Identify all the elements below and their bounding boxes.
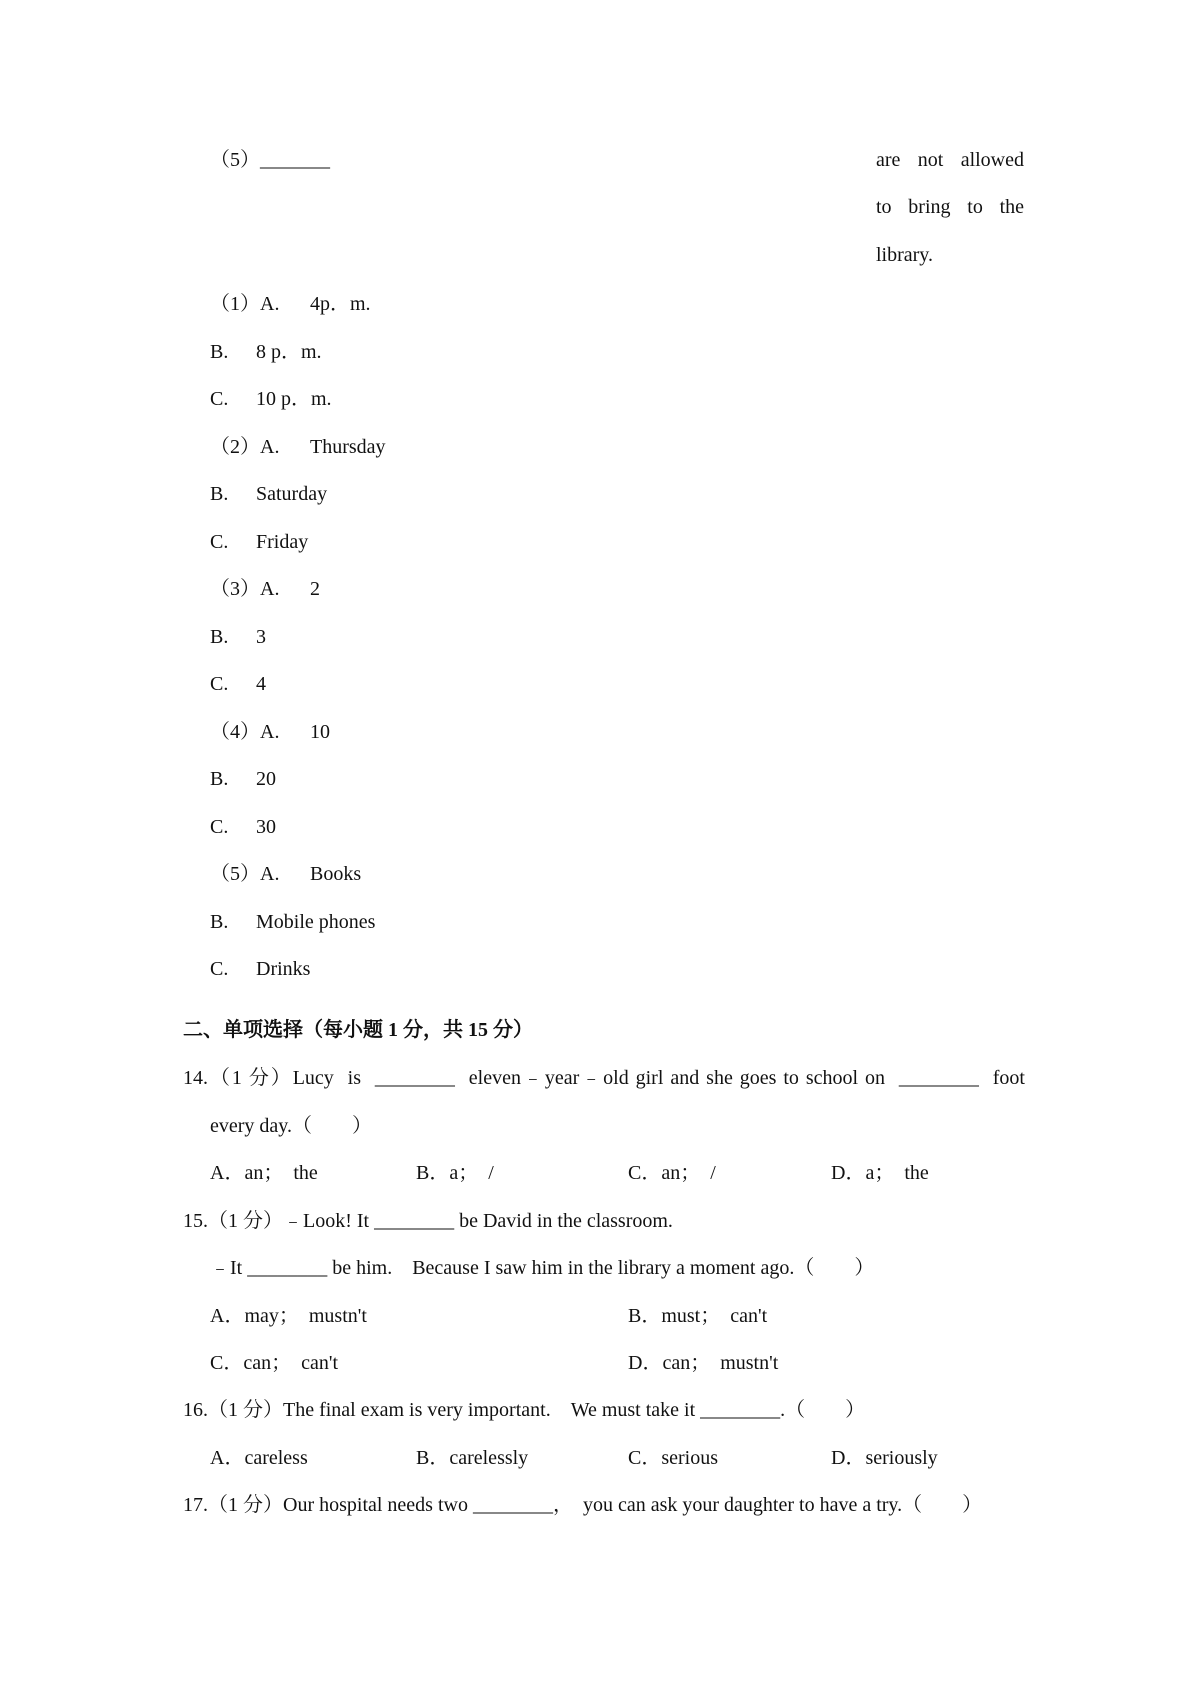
option-label: C. — [210, 816, 229, 838]
option-label: B. — [210, 911, 229, 933]
q17-stem: 17.（1 分）Our hospital needs two ________， you can ask your daughter to have a try.（ ） — [183, 1494, 983, 1516]
option-text: 8 p．m. — [256, 341, 322, 363]
option-text: 30 — [256, 816, 276, 838]
q5-answer-line-3: library. — [876, 244, 934, 266]
q5-answer-line-1: are not allowed — [876, 149, 1024, 171]
q16-option-b[interactable]: B．carelessly — [416, 1447, 529, 1469]
option-text: 20 — [256, 768, 276, 790]
q15-option-d[interactable]: D．can； mustn't — [628, 1352, 779, 1374]
option-text: Books — [310, 863, 362, 885]
q16-option-a[interactable]: A．careless — [210, 1447, 308, 1469]
option-label: B. — [210, 626, 229, 648]
option-label: B. — [210, 483, 229, 505]
q15-stem: 15.（1 分）﹣Look! It ________ be David in the classroom. — [183, 1210, 673, 1232]
option-label: C. — [210, 531, 229, 553]
q16-option-c[interactable]: C．serious — [628, 1447, 718, 1469]
option-text: 4 — [256, 673, 266, 695]
q16-stem: 16.（1 分）The final exam is very important. We must take it ________.（ ） — [183, 1399, 866, 1421]
option-text: Drinks — [256, 958, 311, 980]
option-label: B. — [210, 341, 229, 363]
option-text: 4p．m. — [310, 293, 371, 315]
q14-option-b[interactable]: B．a； / — [416, 1162, 494, 1184]
option-label: （3）A. — [210, 578, 280, 600]
option-text: Mobile phones — [256, 911, 376, 933]
q16-option-d[interactable]: D．seriously — [831, 1447, 938, 1469]
q15-stem-cont: ﹣It ________ be him. Because I saw him in the library a moment ago.（ ） — [210, 1257, 875, 1279]
q14-option-c[interactable]: C．an； / — [628, 1162, 716, 1184]
option-label: （4）A. — [210, 721, 280, 743]
q14-stem: 14.（1 分）Lucy is ________ eleven﹣year﹣old girl and she goes to school on ________ foot — [183, 1067, 1025, 1089]
option-text: Friday — [256, 531, 309, 553]
q14-option-d[interactable]: D．a； the — [831, 1162, 929, 1184]
option-label: （2）A. — [210, 436, 280, 458]
option-text: Thursday — [310, 436, 386, 458]
option-label: C. — [210, 673, 229, 695]
option-label: C. — [210, 958, 229, 980]
option-text: 10 p．m. — [256, 388, 332, 410]
option-text: 10 — [310, 721, 330, 743]
option-label: （5）A. — [210, 863, 280, 885]
q5-answer-line-2: to bring to the — [876, 196, 1024, 218]
option-text: 3 — [256, 626, 266, 648]
option-text: 2 — [310, 578, 320, 600]
q14-option-a[interactable]: A．an； the — [210, 1162, 318, 1184]
q5-blank-prompt: （5）_______ — [210, 149, 330, 171]
q15-option-c[interactable]: C．can； can't — [210, 1352, 339, 1374]
q14-stem-cont: every day.（ ） — [210, 1115, 372, 1137]
q15-option-a[interactable]: A．may； mustn't — [210, 1305, 367, 1327]
option-label: C. — [210, 388, 229, 410]
option-label: B. — [210, 768, 229, 790]
option-label: （1）A. — [210, 293, 280, 315]
option-text: Saturday — [256, 483, 328, 505]
section-heading: 二、单项选择（每小题 1 分，共 15 分） — [183, 1019, 533, 1041]
q15-option-b[interactable]: B．must； can't — [628, 1305, 768, 1327]
